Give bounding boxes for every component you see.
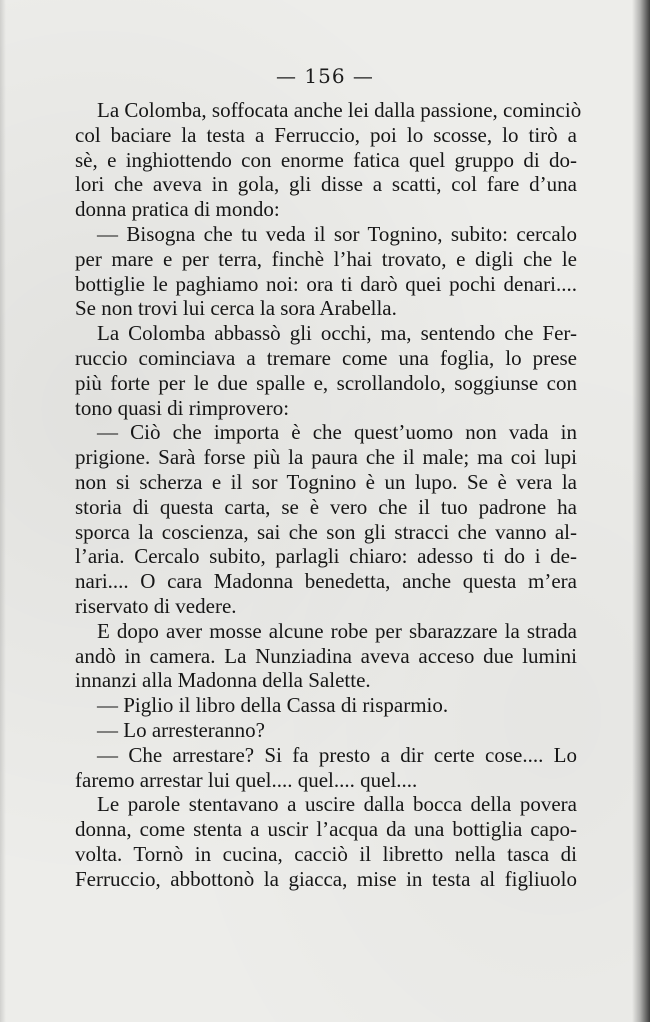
- text-line: — Che arrestare? Si fa presto a dir certe cose.... Lo: [97, 742, 577, 767]
- page-shadow-right: [632, 0, 650, 1022]
- text-line: bottiglie le paghiamo noi: ora ti darò quei pochi denari....: [75, 271, 577, 296]
- text-line: — Bisogna che tu veda il sor Tognino, subito: cercalo: [97, 221, 577, 246]
- text-line: andò in camera. La Nunziadina aveva acceso due lumini: [75, 643, 577, 668]
- text-line: l’aria. Cercalo subito, parlagli chiaro: adesso ti do i de-: [75, 544, 577, 569]
- text-line: Ferruccio, abbottonò la giacca, mise in testa al figliuolo: [75, 866, 577, 891]
- text-line: nari.... O cara Madonna benedetta, anche questa m’era: [75, 569, 577, 594]
- body-text: [75, 98, 582, 892]
- text-line: — Ciò che importa è che quest’uomo non vada in: [97, 420, 577, 445]
- page-shadow-left: [0, 0, 6, 1022]
- text-line: — Piglio il libro della Cassa di risparmio.: [97, 693, 449, 718]
- text-line: Le parole stentavano a uscire dalla bocca della povera: [97, 792, 577, 817]
- text-line: innanzi alla Madonna della Salette.: [75, 668, 371, 693]
- text-line: volta. Tornò in cucina, cacciò il libretto nella tasca di: [75, 841, 577, 866]
- text-line: più forte per le due spalle e, scrollandolo, soggiunse con: [75, 370, 577, 395]
- text-line: Se non trovi lui cerca la sora Arabella.: [75, 296, 397, 321]
- text-line: per mare e per terra, finchè l’hai trovato, e digli che le: [75, 246, 577, 271]
- text-line: — Lo arresteranno?: [97, 717, 265, 742]
- text-line: ruccio cominciava a tremare come una foglia, lo prese: [75, 345, 577, 370]
- page-number: — 156 —: [276, 64, 374, 88]
- text-line: La Colomba, soffocata anche lei dalla passione, cominciò: [97, 98, 582, 122]
- text-line: sè, e inghiottendo con enorme fatica quel gruppo di do-: [75, 147, 577, 172]
- text-line: col baciare la testa a Ferruccio, poi lo scosse, lo tirò a: [75, 122, 577, 147]
- text-line: sporca la coscienza, sai che son gli stracci che vanno al-: [75, 519, 577, 544]
- text-line: prigione. Sarà forse più la paura che il male; ma coi lupi: [75, 445, 577, 470]
- text-line: E dopo aver mosse alcune robe per sbarazzare la strada: [97, 618, 577, 643]
- text-line: lori che aveva in gola, gli disse a scatti, col fare d’una: [75, 172, 577, 197]
- text-line: non si scherza e il sor Tognino è un lupo. Se è vera la: [75, 469, 577, 494]
- text-line: riservato di vedere.: [75, 593, 237, 618]
- text-line: donna, come stenta a uscir l’acqua da una bottiglia capo-: [75, 817, 577, 842]
- text-line: donna pratica di mondo:: [75, 197, 280, 222]
- text-line: storia di questa carta, se è vero che il tuo padrone ha: [75, 494, 577, 519]
- text-line: faremo arrestar lui quel.... quel.... quel....: [75, 767, 418, 792]
- text-line: tono quasi di rimprovero:: [75, 395, 290, 420]
- text-line: La Colomba abbassò gli occhi, ma, sentendo che Fer-: [97, 321, 577, 346]
